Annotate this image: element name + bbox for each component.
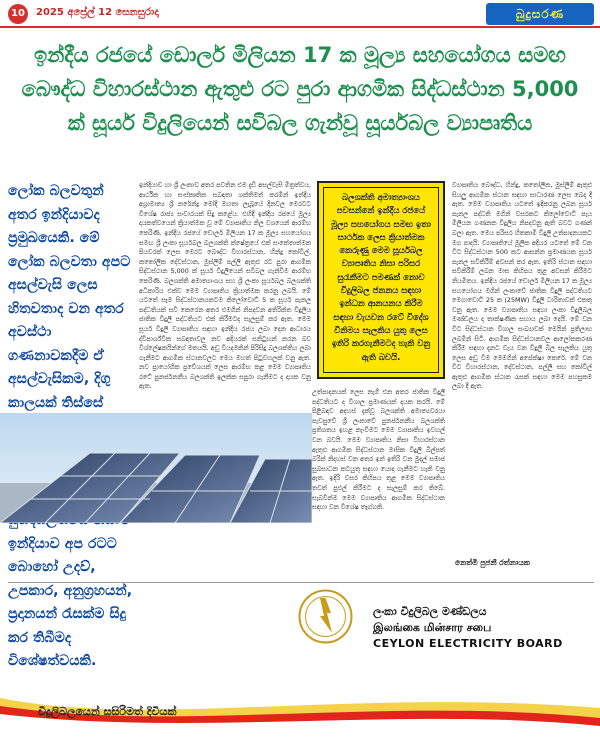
solar-panel-illustration — [0, 413, 312, 523]
page-header — [0, 0, 600, 28]
ceb-name-tamil: இலங்கை மின்சார சபை — [373, 621, 492, 634]
highlight-quote-text: බලශක්ති අමාත්‍යාංශය පවසන්නේ ඉන්දීය රජයේ මූල්‍ය සහයෝගය සමඟ ඉතා සාර්ථක ලෙස ක්‍රියාත්මක කෙරුණු මෙම සූර්යබල ව්‍යාපෘතිය නිසා පරිසර සුරැකීමට පමණක් නොව විදුලිබල ජනනය සඳහා ඉන්ධන ආනයනය කිරීම සඳහා වැයවන රටේ විදේශ විනිමය සැලකිය යුතු ලෙස ඉතිරි කරගැනීමටද හැකි වනු ඇති බවයි. — [323, 187, 439, 373]
author-byline — [455, 558, 595, 568]
ceb-name-sinhala: ලංකා විදුලිබල මණ්ඩලය — [373, 605, 487, 618]
author-name: නෙත්මි පුජනී රත්නායක — [455, 558, 530, 567]
ceb-name-english: CEYLON ELECTRICITY BOARD — [373, 637, 563, 650]
masthead-logo: බුදුසරණ — [486, 3, 594, 25]
solar-panel-photo — [0, 413, 312, 523]
issue-date: 2025 අප්‍රේල් 12 සෙනසුරාදා — [36, 7, 159, 18]
page-number-badge: 10 — [8, 4, 28, 24]
ceb-logo-icon — [298, 589, 353, 644]
headline: ඉන්දීය රජයේ ඩොලර් මිලියන 17 ක මූල්‍ය සහයෝගය සමඟ බෞද්ධ විහාරස්ථාන ඇතුළු රට පුරා ආගමික සිද්ධස්ථාන 5,000 ක් සූර්ය විදුලියෙන් සවිබල ගැන්වූ සූර්යබල ව්‍යාපෘතිය — [21, 43, 579, 135]
ceb-tagline: විදුලිබලයෙන් සසිරිමත් දිවියක් — [38, 705, 177, 718]
body-column-right: ව්‍යාපෘතිය බෞද්ධ, හින්දු, කතෝලික, මුස්ලිම් ඇතුළු සියලු ආගමික ස්ථාන සඳහා සාධාරණ ලෙස බෙදා දී ඇත. මෙම ව්‍යාපෘතිය යටතේ ඉදිකරනු ලබන සූර්ය පැනල පද්ධති මගින් වසරකට කිලෝවොට් පැය මිලියන ගණනක විදුලිය නිපදවනු ඇති බවට ගණන් බලා ඇත. මෙය පරිසර හිතකාමී විදුලි උත්පාදනයකට මග පාදයි. ව්‍යාපෘතියේ මූලික අදියර යටතේ මේ වන විට සිද්ධස්ථාන 500 කට ආසන්න ප්‍රමාණයක සූර්ය පැනල සවිකිරීම් අවසන් කර ඇත. ඉතිරි ස්ථාන සඳහා සවිකිරීම් ලබන මාස කිහිපය තුළ අවසන් කිරීමට නියමිතය. ඉන්දීය රජයේ ඩොලර් මිලියන 17 ක මූල්‍ය සහයෝගය මගින් ලංකාවේ ජාතික විදුලි පද්ධතියට මෙගාවොට් 25 ක (25MW) විදුලි ධාරිතාවක් එකතු වනු ඇත. මෙම ව්‍යාපෘතිය සඳහා ලංකා විදුලිබල මණ්ඩලය ද තාක්ෂණික සහාය ලබා දෙයි. මේ වන විට සිද්ධස්ථාන විශාල සංඛ්‍යාවක් මෙයින් ප්‍රතිලාභ ලබමින් සිටී. ආගමික සිද්ධස්ථානවල ආලෝකකරණ කිරීම සඳහා දැනට වැය වන විදුලි බිල සැලකිය යුතු ලෙස අඩු වීම මෙමගින් අපේක්ෂා කෙරේ. මේ වන විට විහාරස්ථාන, දේවස්ථාන, පල්ලි සහ කෝවිල් ඇතුළු ආගමික ස්ථාන රැසක් සඳහා මෙම පහසුකම ලබා දී ඇත. — [452, 181, 592, 391]
highlight-quote-box — [317, 181, 445, 379]
body-column-middle-top: ඉන්දියාව හා ශ්‍රී ලංකාව අතර පවතින එම දැඩි අසල්වැසි මිත්‍රත්වය, ආර්ථික හා සංස්කෘතික සබඳතා ශක්තිමත් කරමින් ඉන්දීය අග්‍රාමාත්‍ය ශ්‍රී නරේන්ද්‍ර මෝදි මහතා ලැබූයේ දිනවල මෙරටට විශේෂ රාජ්‍ය සංචාරයක් සිදු කළේය. එහිදී ඉන්දීය රජයේ මූල්‍ය දායකත්වයෙන් ක්‍රියාත්මක වූ මේ ව්‍යාපෘතිය නිල වශයෙන් ආරම්භ කෙරිණි. ඉන්දීය රජයේ ඩොලර් මිලියන 17 ක මූල්‍ය සහයෝගය සමඟ ශ්‍රී ලංකා සූර්යබල බලශක්ති ක්ෂේත්‍රයේ එක් සංකේතාත්මක පියවරක් ලෙස මෙරට බෞද්ධ විහාරස්ථාන, හින්දු කෝවිල්, කතෝලික දේවස්ථාන, මුස්ලිම් පල්ලි ඇතුළු රට පුරා ආගමික සිද්ධස්ථාන 5,000 ක් සූර්ය විදුලියෙන් සවිබල ගැන්වීම ආරම්භ කෙරිණි. බලශක්ති අමාත්‍යාංශය සහ ශ්‍රී ලංකා සූර්යබල බලශක්ති අධිකාරිය එක්ව මෙම ව්‍යාපෘතිය ක්‍රියාත්මක කරනු ලබයි. මේ යටතේ සෑම සිද්ධස්ථානයකටම කිලෝවොට් 5 ක සූර්ය පැනල පද්ධතියක් සවි කෙරෙන අතර එමගින් නිපදවන අතිරික්ත විදුලිය ජාතික විදුලි පද්ධතියට එක් කිරීමටද සැලසුම් කර ඇත. මෙම සූර්ය විදුලි ව්‍යාපෘතිය සඳහා ඉන්දීය රජය ලබා දෙන ආධාරය ද්විපාර්ශ්වික සබඳතාවල නව අදියරක් සනිටුහන් කරන බව විශ්ලේෂකයින්ගේ මතයයි. අඩු වියදමකින් පිරිසිදු බලශක්තිය ලබා ගැනීමට ආගමික ස්ථානවලට මෙය මහත් පිටුවහලක් වනු ඇත. නව ප්‍රායෝගික ප්‍රවේශයක් ලෙස ආරම්භ කළ මෙම ව්‍යාපෘතිය රටේ පුනර්ජනනීය බලශක්ති ඉලක්ක සපුරා ගැනීමට ද දායක වනු ඇත. — [139, 181, 311, 391]
intro-paragraph: ලෝක බලවතුන් අතර ඉන්දියාවද ප්‍රමුඛයෙකි. මේ ලෝක බලවතා අපට අසල්වැසි ලෙස හිතවතාද වන අතර අවස්ථා ගණනාවකදීම ඒ අසල්වැසිකම, දිගු කාලයක් තිස්සේ ඉන්දියාව අප රටට බොහෝ උදව්, උපකාර, අනුග්‍රහයන්, ප්‍රදානයන් රැසක්ම සිදු කර තිබීමද විශේෂත්වයකි. — [8, 183, 133, 669]
body-column-middle-bottom: උත්පාදනයක් ලෙස නැගී එන අතර ජාතික විදුලි පද්ධතියට ද විශාල ප්‍රමාණයක් දායක කරයි. මේ පිළිබඳව අදහස් දැක්වූ බලශක්ති අමාත්‍යවරයා පැවසුවේ ශ්‍රී ලංකාවේ පුනර්ජනනීය බලශක්ති ප්‍රතිශතය ඉහළ නැංවීමට මෙම ව්‍යාපෘතිය ඉවහල් වන බවයි. මෙම ව්‍යාපෘතිය නිසා විහාරස්ථාන ඇතුළු ආගමික සිද්ධස්ථාන මාසික විදුලි බිල්පත් බරින් නිදහස් වන අතර ඉන් ඉතිරි වන මුදල් සමාජ සුබසාධන කටයුතු සඳහා යොදා ගැනීමට හැකි වනු ඇත. ඉදිරි වසර කිහිපය තුළ මෙම ව්‍යාපෘතිය තවත් පුළුල් කිරීමට ද සැලසුම් කර තිබේ. සැබවින්ම මෙම ව්‍යාපෘතිය ආගමික සිද්ධස්ථාන සඳහා වන විශේෂ තෑග්ගකි. — [312, 388, 445, 512]
ceb-advertisement — [0, 568, 600, 737]
